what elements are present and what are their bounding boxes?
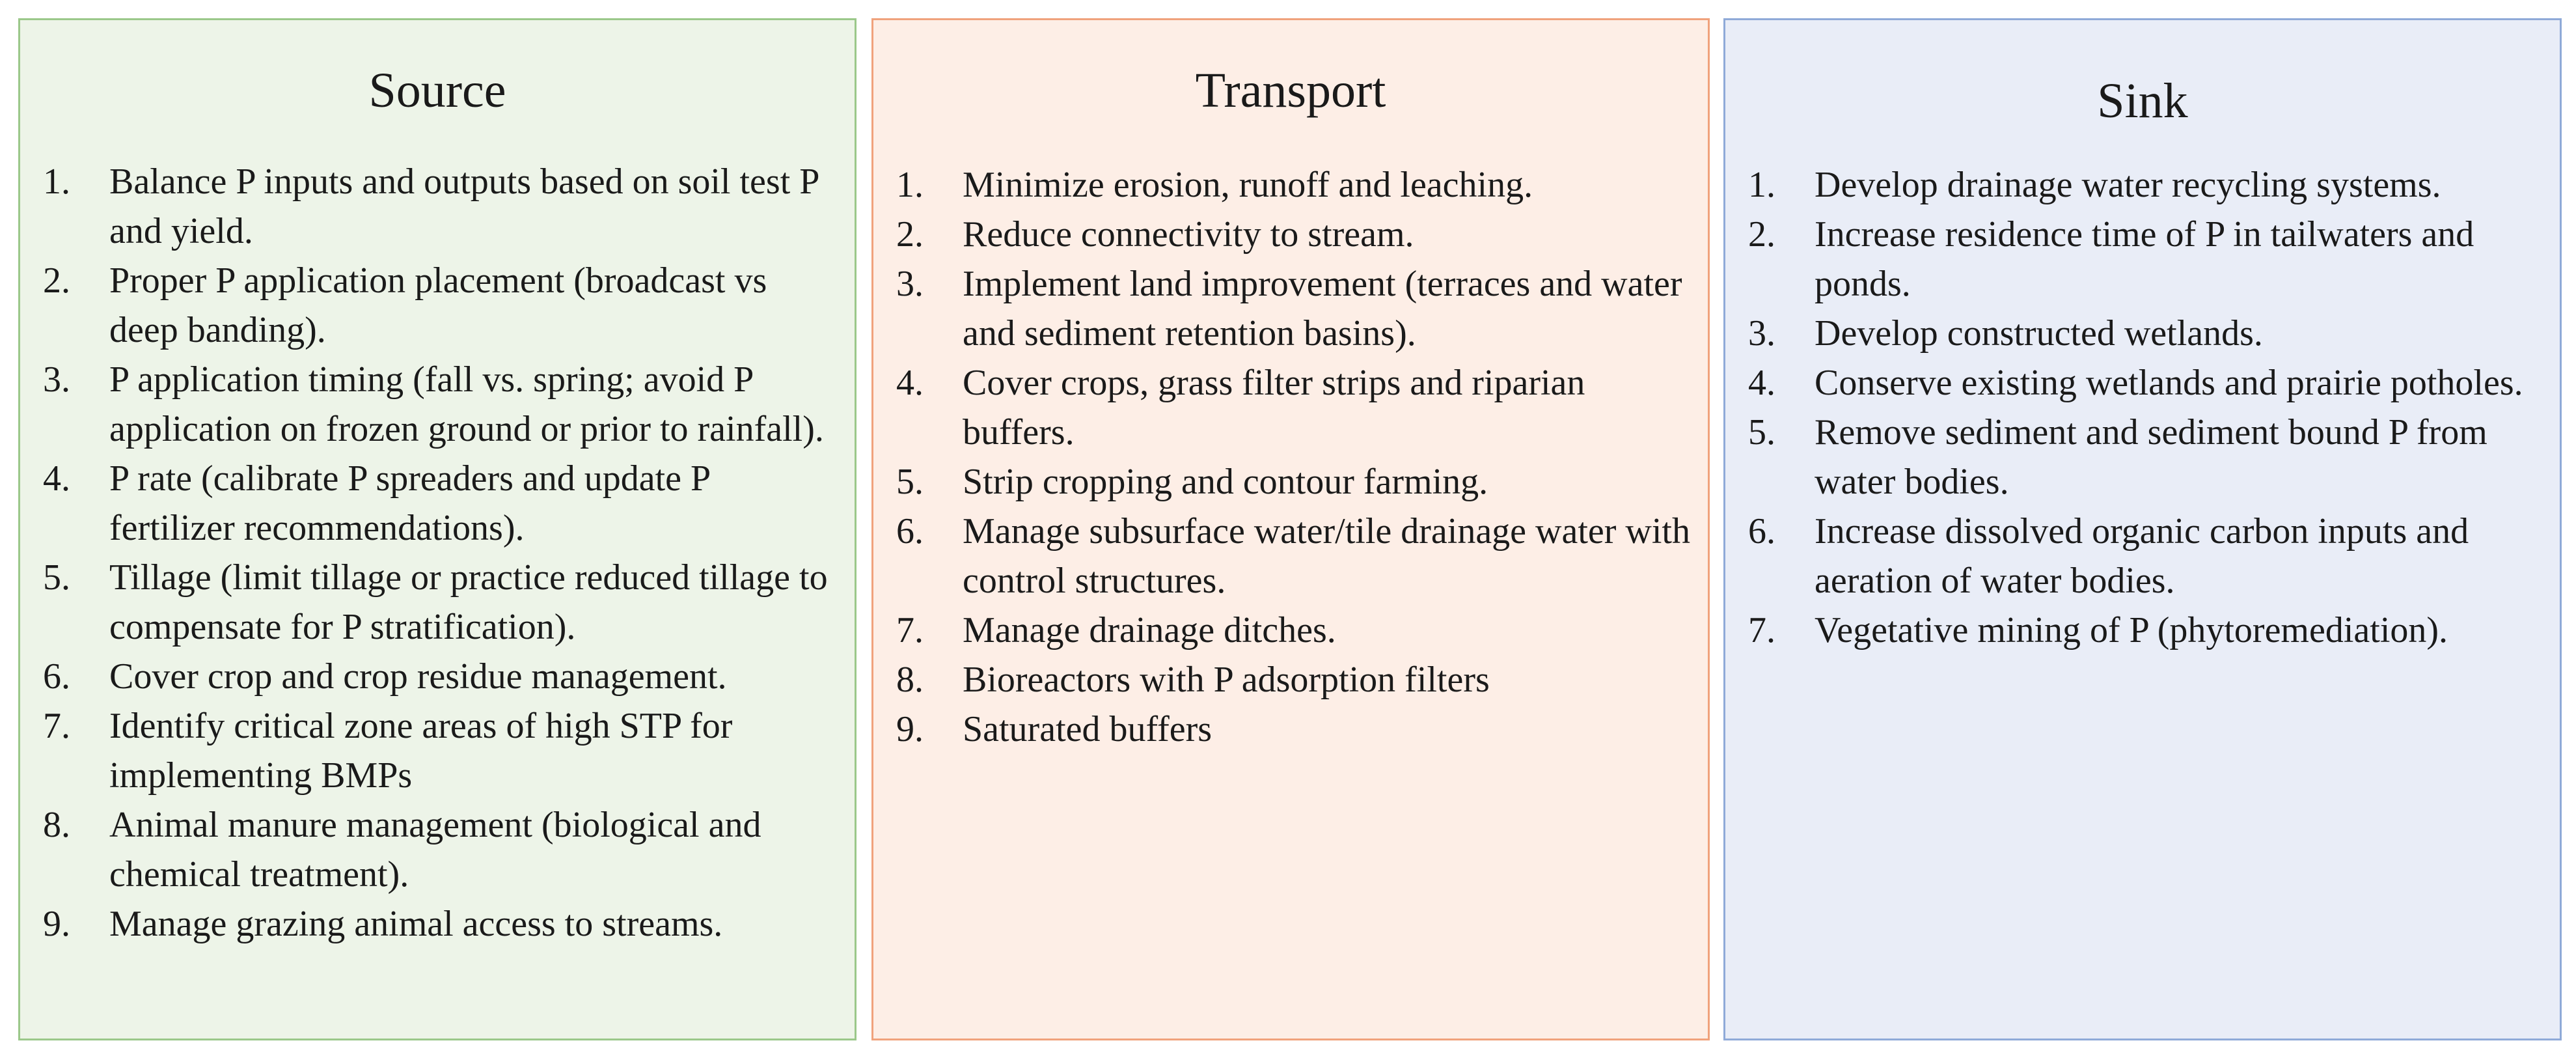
item-text: Animal manure management (biological and chemical treatment). <box>109 805 761 895</box>
item-text: P application timing (fall vs. spring; avoid P application on frozen ground or prior to rainfall). <box>109 359 824 449</box>
item-text: Tillage (limit tillage or practice reduced tillage to compensate for P stratification). <box>109 557 828 647</box>
item-text: Identify critical zone areas of high STP for implementing BMPs <box>109 706 733 796</box>
source-list <box>20 157 855 949</box>
item-text: Manage subsurface water/tile drainage water with control structures. <box>963 511 1690 601</box>
source-item <box>20 701 855 800</box>
source-item <box>20 800 855 899</box>
item-text: Manage drainage ditches. <box>963 610 1336 650</box>
sink-item <box>1725 606 2560 655</box>
item-text: Balance P inputs and outputs based on soil test P and yield. <box>109 161 819 251</box>
source-panel <box>18 18 856 1040</box>
item-number: 6. <box>1748 511 1775 551</box>
item-number: 3. <box>896 264 924 304</box>
item-number: 5. <box>1748 412 1775 453</box>
transport-item <box>873 655 1708 704</box>
source-item <box>20 355 855 454</box>
item-number: 8. <box>43 805 70 845</box>
transport-item <box>873 507 1708 606</box>
item-number: 3. <box>1748 313 1775 354</box>
item-number: 2. <box>896 214 924 255</box>
item-number: 2. <box>43 260 70 301</box>
item-text: Bioreactors with P adsorption filters <box>963 660 1490 700</box>
source-item <box>20 899 855 949</box>
item-number: 7. <box>1748 610 1775 650</box>
item-number: 4. <box>896 363 924 403</box>
source-item <box>20 553 855 652</box>
sink-item <box>1725 507 2560 606</box>
transport-item <box>873 160 1708 210</box>
item-text: Develop constructed wetlands. <box>1815 313 2263 354</box>
item-number: 9. <box>43 904 70 944</box>
transport-item <box>873 259 1708 358</box>
sink-item <box>1725 309 2560 358</box>
item-text: Remove sediment and sediment bound P from water bodies. <box>1815 412 2487 502</box>
item-number: 4. <box>43 458 70 499</box>
item-text: Reduce connectivity to stream. <box>963 214 1414 255</box>
item-number: 1. <box>1748 165 1775 205</box>
item-text: Implement land improvement (terraces and water and sediment retention basins). <box>963 264 1682 354</box>
item-text: Saturated buffers <box>963 709 1213 749</box>
item-text: P rate (calibrate P spreaders and update P fertilizer recommendations). <box>109 458 710 548</box>
transport-panel <box>871 18 1710 1040</box>
item-number: 5. <box>43 557 70 598</box>
item-number: 6. <box>896 511 924 551</box>
sink-panel <box>1723 18 2562 1040</box>
source-item <box>20 157 855 256</box>
transport-item <box>873 704 1708 754</box>
item-text: Conserve existing wetlands and prairie potholes. <box>1815 363 2523 403</box>
item-text: Cover crop and crop residue management. <box>109 656 727 697</box>
item-number: 2. <box>1748 214 1775 255</box>
sink-item <box>1725 408 2560 507</box>
item-number: 3. <box>43 359 70 400</box>
sink-item <box>1725 160 2560 210</box>
source-item <box>20 652 855 701</box>
transport-item <box>873 457 1708 507</box>
sink-item <box>1725 210 2560 309</box>
item-number: 8. <box>896 660 924 700</box>
item-text: Proper P application placement (broadcast vs deep banding). <box>109 260 767 350</box>
sink-title: Sink <box>2097 74 2188 128</box>
sink-item <box>1725 358 2560 408</box>
item-text: Strip cropping and contour farming. <box>963 462 1488 502</box>
item-text: Develop drainage water recycling systems. <box>1815 165 2441 205</box>
item-number: 4. <box>1748 363 1775 403</box>
item-text: Minimize erosion, runoff and leaching. <box>963 165 1533 205</box>
transport-item <box>873 358 1708 457</box>
item-text: Vegetative mining of P (phytoremediation). <box>1815 610 2448 650</box>
sink-list <box>1725 160 2560 655</box>
item-text: Increase dissolved organic carbon inputs and aeration of water bodies. <box>1815 511 2469 601</box>
item-number: 1. <box>896 165 924 205</box>
transport-list <box>873 160 1708 754</box>
item-text: Manage grazing animal access to streams. <box>109 904 723 944</box>
item-text: Cover crops, grass filter strips and riparian buffers. <box>963 363 1585 453</box>
transport-title: Transport <box>1195 63 1386 118</box>
transport-item <box>873 210 1708 259</box>
source-title: Source <box>368 63 506 118</box>
item-number: 7. <box>43 706 70 746</box>
item-number: 5. <box>896 462 924 502</box>
item-number: 9. <box>896 709 924 749</box>
item-number: 6. <box>43 656 70 697</box>
source-item <box>20 256 855 355</box>
item-text: Increase residence time of P in tailwaters and ponds. <box>1815 214 2474 304</box>
item-number: 1. <box>43 161 70 202</box>
item-number: 7. <box>896 610 924 650</box>
transport-item <box>873 606 1708 655</box>
source-item <box>20 454 855 553</box>
